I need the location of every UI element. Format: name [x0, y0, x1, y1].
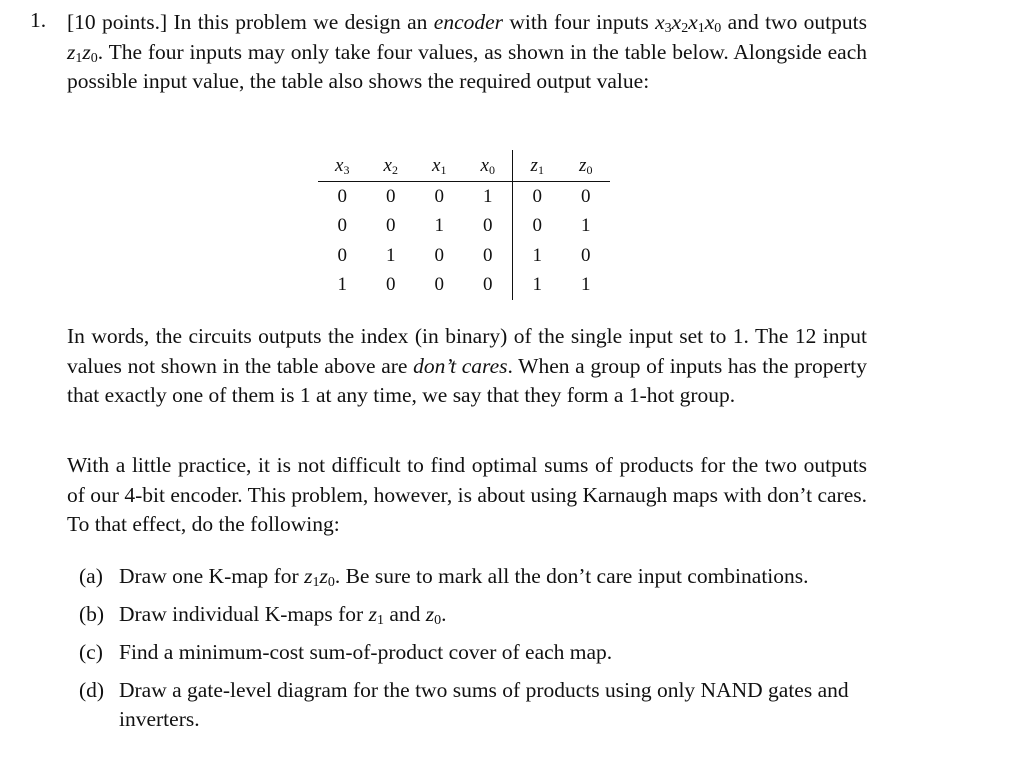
table-row — [318, 212, 610, 242]
header-x2: $x_2$ — [367, 150, 416, 182]
part-text-a: Draw individual K-maps for — [119, 602, 369, 626]
cell: 1 — [581, 215, 591, 237]
part-text-b: . Be sure to mark all the don’t care input combinations. — [334, 564, 809, 588]
z1z0-math: $z_1z_0$ — [304, 564, 335, 590]
cell: 0 — [386, 185, 396, 207]
part-text-b: . — [441, 602, 447, 626]
task-list — [79, 562, 869, 743]
intro-text-b: with four inputs — [503, 10, 656, 34]
points-label: [10 points.] — [67, 10, 168, 34]
part-label: (d) — [79, 678, 105, 702]
truth-table — [318, 150, 610, 300]
para2-text-a: In words, the circuits outputs the index (in binary) of the single input set to 1. The 12 input values not shown in the table above are — [67, 324, 867, 378]
part-label: (b) — [79, 602, 105, 626]
header-x0: $x_0$ — [464, 150, 513, 182]
cell: 0 — [386, 215, 396, 237]
header-z0: $z_0$ — [562, 150, 611, 182]
cell: 1 — [532, 274, 542, 296]
list-item — [79, 638, 869, 667]
encoder-term: encoder — [433, 10, 504, 34]
cell: 0 — [464, 271, 513, 301]
list-item — [79, 562, 869, 591]
list-item — [79, 676, 869, 734]
cell: 1 — [464, 182, 513, 212]
cell: 0 — [337, 244, 347, 266]
cell: 1 — [532, 244, 542, 266]
header-x1: $x_1$ — [415, 150, 464, 182]
cell: 0 — [386, 274, 396, 296]
dont-cares-term: don’t cares — [413, 353, 508, 378]
cell: 0 — [434, 274, 444, 296]
cell: 1 — [386, 244, 396, 266]
part-label: (a) — [79, 564, 103, 588]
z1-math: $z_1$ — [368, 602, 384, 628]
paragraph-explanation — [67, 322, 867, 411]
cell: 0 — [464, 212, 513, 242]
cell: 1 — [581, 274, 591, 296]
cell: 0 — [581, 185, 591, 207]
cell: 1 — [337, 274, 347, 296]
paragraph-instructions — [67, 451, 867, 540]
intro-text-d: . The four inputs may only take four values, as shown in the table below. Alongside each possible input value, the table also shows the required output value: — [67, 39, 867, 93]
table-row — [318, 241, 610, 271]
part-text: Find a minimum-cost sum-of-product cover of each map. — [119, 640, 613, 664]
list-item — [79, 600, 869, 629]
cell: 0 — [532, 185, 542, 207]
inputs-math: $x_3x_2x_1x_0$ — [655, 10, 722, 36]
z0-math: $z_0$ — [425, 602, 442, 628]
cell: 1 — [434, 215, 444, 237]
header-z1: $z_1$ — [513, 150, 562, 182]
cell: 0 — [532, 215, 542, 237]
part-text-a: Draw one K-map for — [119, 564, 305, 588]
cell: 0 — [434, 244, 444, 266]
intro-text-c: and two outputs — [721, 10, 867, 34]
problem-number: 1. — [30, 8, 47, 32]
para3-text: With a little practice, it is not difficult to find optimal sums of products for the two outputs of our 4-bit encoder. This problem, however, is about using Karnaugh maps with don’t cares. To that effect, do the following: — [67, 453, 867, 536]
cell: 0 — [464, 241, 513, 271]
table-row — [318, 182, 610, 212]
cell: 0 — [581, 244, 591, 266]
para2-text-b: . When a group of inputs has the property that exactly one of them is 1 at any time, we say that they form a 1-hot group. — [67, 353, 867, 407]
cell: 0 — [337, 215, 347, 237]
cell: 0 — [337, 185, 347, 207]
header-x3: $x_3$ — [318, 150, 367, 182]
part-text-mid: and — [383, 602, 426, 626]
outputs-math: $z_1z_0$ — [67, 39, 98, 66]
part-label: (c) — [79, 640, 103, 664]
problem-intro — [67, 8, 867, 97]
truth-table-header-row — [318, 150, 610, 182]
table-row — [318, 271, 610, 301]
cell: 0 — [434, 185, 444, 207]
intro-text-a: In this problem we design an — [167, 10, 434, 34]
part-text: Draw a gate-level diagram for the two sums of products using only NAND gates and inverters. — [119, 678, 849, 731]
